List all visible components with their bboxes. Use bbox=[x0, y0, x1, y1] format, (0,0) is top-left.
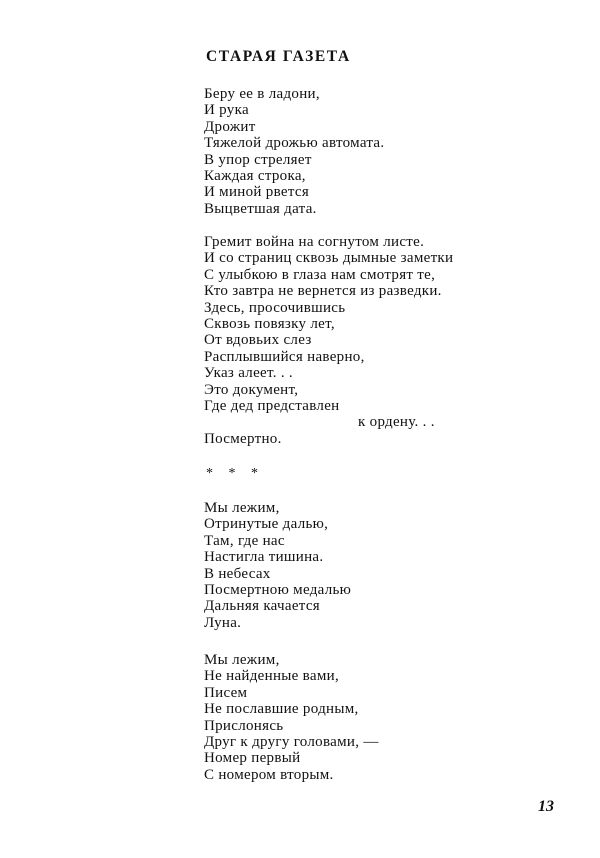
poem-line: Мы лежим, bbox=[204, 500, 280, 516]
poem-line: Настигла тишина. bbox=[204, 549, 324, 566]
poem-line: Каждая строка, bbox=[204, 167, 306, 184]
poem-line: Мы лежим, bbox=[204, 652, 280, 668]
poem-line: Посмертною медалью bbox=[204, 581, 352, 598]
poem-stanza bbox=[204, 500, 351, 631]
poem-stanza bbox=[204, 234, 453, 447]
poem-line: Здесь, просочившись bbox=[204, 299, 346, 316]
poem-line: Отринутые далью, bbox=[204, 516, 329, 533]
poem-line: И миной рвется bbox=[204, 184, 310, 201]
poem-line: к ордену. . . bbox=[358, 414, 435, 431]
poem-line: Луна. bbox=[204, 614, 242, 631]
poem-line: Кто завтра не вернется из разведки. bbox=[204, 283, 442, 300]
poem-line: И рука bbox=[204, 102, 249, 119]
poem-line: Там, где нас bbox=[204, 532, 285, 549]
poem-line: Расплывшийся наверно, bbox=[204, 348, 365, 365]
poem-line: Друг к другу головами, — bbox=[204, 733, 379, 750]
poem-line: Посмертно. bbox=[204, 430, 282, 447]
poem-stanza bbox=[204, 652, 379, 783]
poem-line: С улыбкою в глаза нам смотрят те, bbox=[204, 266, 436, 283]
poem-stanza bbox=[204, 86, 384, 217]
poem-line: Это документ, bbox=[204, 381, 299, 398]
poem-line: И со страниц сквозь дымные заметки bbox=[204, 250, 454, 267]
poem-line: Дальняя качается bbox=[204, 598, 320, 615]
poem-line: В упор стреляет bbox=[204, 151, 312, 168]
poem-line: Указ алеет. . . bbox=[204, 365, 293, 382]
page-number: 13 bbox=[538, 798, 554, 815]
poem-title: СТАРАЯ ГАЗЕТА bbox=[206, 48, 351, 65]
poem-line: Писем bbox=[204, 684, 248, 701]
poem-line: Беру ее в ладони, bbox=[204, 86, 320, 102]
poem-line: Номер первый bbox=[204, 750, 301, 767]
poem-line: Гремит война на согнутом листе. bbox=[204, 234, 425, 250]
poem-line: Сквозь повязку лет, bbox=[204, 315, 335, 332]
poem-line: От вдовьих слез bbox=[204, 332, 312, 349]
poem-line: Не пославшие родным, bbox=[204, 701, 359, 718]
poem-line: В небесах bbox=[204, 565, 271, 582]
poem-line: Не найденные вами, bbox=[204, 668, 339, 685]
poem-line: Выцветшая дата. bbox=[204, 200, 317, 217]
poem-line: Дрожит bbox=[204, 118, 256, 135]
section-separator: * * * bbox=[206, 466, 264, 481]
poem-line: Прислонясь bbox=[204, 717, 284, 734]
poem-line: С номером вторым. bbox=[204, 766, 334, 783]
poem-line: Тяжелой дрожью автомата. bbox=[204, 135, 385, 152]
poem-line: Где дед представлен bbox=[204, 397, 340, 414]
